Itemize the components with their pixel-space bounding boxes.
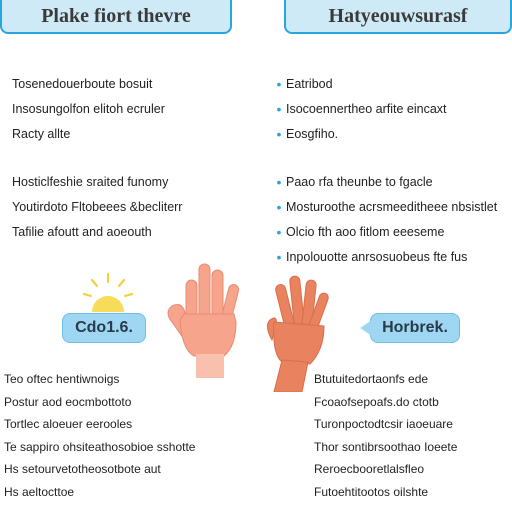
list-item <box>12 122 165 147</box>
paragraph-line: Hs aeltocttoe <box>4 484 75 499</box>
paragraph-line: Postur aod eocmbottoto <box>4 394 132 409</box>
list-item <box>12 97 165 122</box>
list-item <box>272 245 497 270</box>
bullet-icon: • <box>276 76 282 92</box>
sun-icon <box>78 270 138 316</box>
list-item <box>272 170 497 195</box>
paragraph-line: Btutuitedortaonfs ede <box>314 372 429 386</box>
paragraph-line: Reroecbooretlalsfleo <box>314 462 425 476</box>
paragraph-right <box>314 368 457 503</box>
list-item <box>272 122 447 147</box>
list-item-text: Eatribod <box>286 77 333 91</box>
list-item <box>12 195 182 220</box>
list-item-text: Inpolouotte anrsosuobeus fte fus <box>286 250 468 264</box>
paragraph-line: Fcoaofsepoafs.do ctotb <box>314 394 439 409</box>
list-item-text: Hosticlfeshie sraited funomy <box>12 175 169 189</box>
pill-right <box>370 313 460 343</box>
paragraph-line: Teo oftec hentiwnoigs <box>4 372 120 386</box>
pill-pointer <box>358 318 372 338</box>
bullet-icon: • <box>276 126 282 142</box>
pill-right-label: Horbrek. <box>382 319 448 336</box>
bullet-icon: • <box>276 249 282 265</box>
header-right <box>284 0 512 34</box>
bullet-icon: • <box>276 174 282 190</box>
right-list-2 <box>272 170 497 270</box>
paragraph-line: Te sappiro ohsiteathosobioe sshotte <box>4 439 196 454</box>
paragraph-line: Tortlec aloeuer eerooles <box>4 417 133 431</box>
list-item-text: Tosenedouerboute bosuit <box>12 77 153 91</box>
list-item-text: Youtirdoto Fltobeees &becliterr <box>12 200 183 214</box>
list-item <box>272 97 447 122</box>
list-item <box>12 170 182 195</box>
paragraph-line: Futoehtitootos oilshte <box>314 484 429 499</box>
paragraph-line: Thor sontibrsoothao Ioeete <box>314 439 458 454</box>
list-item-text: Insosungolfon elitoh ecruler <box>12 102 165 116</box>
paragraph-left <box>4 368 195 503</box>
list-item <box>12 72 165 97</box>
paragraph-line: Turonpoctodtcsir iaoeuare <box>314 417 453 431</box>
list-item <box>272 72 447 97</box>
left-list-2 <box>12 170 182 245</box>
list-item-text: Tafilie afoutt and aoeouth <box>12 225 152 239</box>
header-left-title: Plake fiort thevre <box>41 4 191 27</box>
bullet-icon: • <box>276 224 282 240</box>
hand-icon <box>158 260 248 380</box>
pill-left-label: Cdo1.6. <box>75 319 133 336</box>
list-item-text: Isocoennertheo arfite eincaxt <box>286 102 447 116</box>
pill-left <box>62 313 146 343</box>
list-item-text: Olcio fth aoo fitlom eeeseme <box>286 225 445 239</box>
list-item-text: Racty allte <box>12 127 71 141</box>
right-list-1 <box>272 72 447 147</box>
list-item <box>12 220 182 245</box>
header-left <box>0 0 232 34</box>
paragraph-line: Hs setourvetotheosotbote aut <box>4 462 161 476</box>
list-item-text: Eosgfiho. <box>286 127 339 141</box>
bullet-icon: • <box>276 101 282 117</box>
list-item-text: Mosturoothe acrsmeeditheee nbsistlet <box>286 200 498 214</box>
list-item-text: Paao rfa theunbe to fgacle <box>286 175 433 189</box>
left-list-1 <box>12 72 165 147</box>
bullet-icon: • <box>276 199 282 215</box>
list-item <box>272 195 497 220</box>
header-right-title: Hatyeouwsurasf <box>328 4 468 27</box>
list-item <box>272 220 497 245</box>
